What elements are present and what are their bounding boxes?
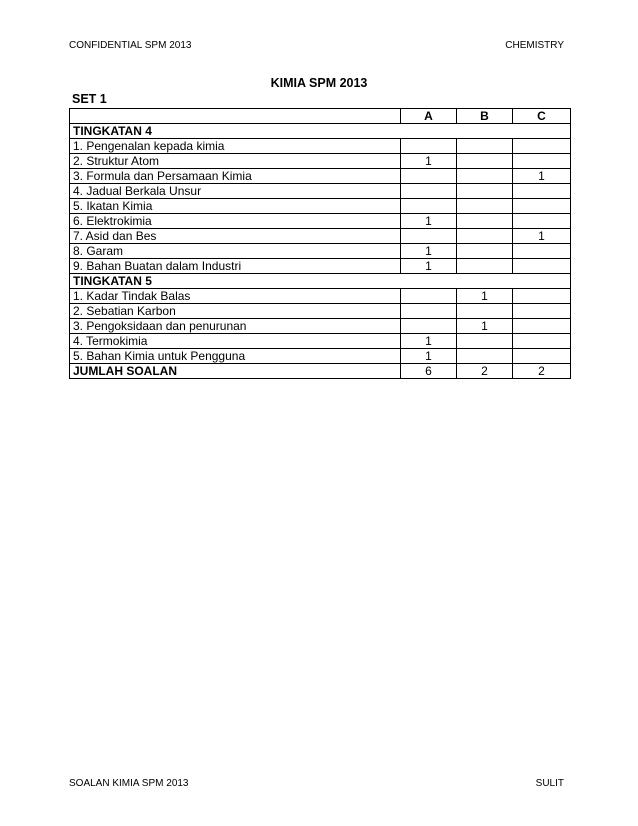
section-row-tingkatan-4 (70, 124, 571, 139)
total-cell-b: 2 (457, 364, 513, 379)
count-cell-b (457, 259, 513, 274)
section-row-tingkatan-5 (70, 274, 571, 289)
table-row (70, 319, 571, 334)
count-cell-c (513, 214, 571, 229)
table-row (70, 304, 571, 319)
section-title: TINGKATAN 5 (70, 274, 571, 289)
set-label: SET 1 (72, 92, 107, 106)
count-cell-b (457, 244, 513, 259)
count-cell-c (513, 304, 571, 319)
topic-cell: 5. Bahan Kimia untuk Pengguna (70, 349, 401, 364)
count-cell-b (457, 154, 513, 169)
topic-distribution-table (69, 108, 571, 379)
count-cell-c: 1 (513, 169, 571, 184)
footer-paper-label: SOALAN KIMIA SPM 2013 (69, 778, 189, 789)
count-cell-a (401, 199, 457, 214)
count-cell-c (513, 349, 571, 364)
count-cell-c (513, 139, 571, 154)
table-row (70, 169, 571, 184)
count-cell-a: 1 (401, 334, 457, 349)
topic-cell: 2. Struktur Atom (70, 154, 401, 169)
count-cell-a (401, 229, 457, 244)
count-cell-a: 1 (401, 214, 457, 229)
count-cell-b: 1 (457, 289, 513, 304)
table-row (70, 214, 571, 229)
count-cell-b: 1 (457, 319, 513, 334)
table-row (70, 139, 571, 154)
header-subject-label: CHEMISTRY (505, 40, 564, 51)
count-cell-b (457, 139, 513, 154)
count-cell-b (457, 304, 513, 319)
count-cell-a (401, 139, 457, 154)
column-header-c: C (513, 109, 571, 124)
count-cell-c (513, 199, 571, 214)
total-label: JUMLAH SOALAN (70, 364, 401, 379)
table-row (70, 184, 571, 199)
topic-cell: 1. Kadar Tindak Balas (70, 289, 401, 304)
topic-cell: 4. Termokimia (70, 334, 401, 349)
table-header-row (70, 109, 571, 124)
total-cell-c: 2 (513, 364, 571, 379)
table-row (70, 349, 571, 364)
count-cell-b (457, 169, 513, 184)
table-row (70, 154, 571, 169)
topic-cell: 8. Garam (70, 244, 401, 259)
count-cell-b (457, 334, 513, 349)
topic-cell: 3. Formula dan Persamaan Kimia (70, 169, 401, 184)
count-cell-b (457, 214, 513, 229)
count-cell-a: 1 (401, 349, 457, 364)
total-row (70, 364, 571, 379)
count-cell-a (401, 184, 457, 199)
table-row (70, 199, 571, 214)
count-cell-a (401, 169, 457, 184)
topic-cell: 4. Jadual Berkala Unsur (70, 184, 401, 199)
count-cell-c (513, 244, 571, 259)
section-title: TINGKATAN 4 (70, 124, 571, 139)
topic-cell: 6. Elektrokimia (70, 214, 401, 229)
table-row (70, 244, 571, 259)
document-title: KIMIA SPM 2013 (270, 76, 368, 90)
column-header-a: A (401, 109, 457, 124)
column-header-b: B (457, 109, 513, 124)
topic-cell: 7. Asid dan Bes (70, 229, 401, 244)
count-cell-a (401, 319, 457, 334)
count-cell-c (513, 319, 571, 334)
count-cell-a: 1 (401, 259, 457, 274)
count-cell-c (513, 154, 571, 169)
topic-cell: 1. Pengenalan kepada kimia (70, 139, 401, 154)
count-cell-c: 1 (513, 229, 571, 244)
count-cell-b (457, 229, 513, 244)
table-row (70, 334, 571, 349)
count-cell-c (513, 184, 571, 199)
count-cell-a (401, 289, 457, 304)
count-cell-c (513, 334, 571, 349)
total-cell-a: 6 (401, 364, 457, 379)
count-cell-c (513, 289, 571, 304)
header-cell-topic (70, 109, 401, 124)
count-cell-b (457, 199, 513, 214)
topic-cell: 3. Pengoksidaan dan penurunan (70, 319, 401, 334)
count-cell-a: 1 (401, 244, 457, 259)
footer-classification-label: SULIT (535, 778, 564, 789)
count-cell-a: 1 (401, 154, 457, 169)
table-row (70, 229, 571, 244)
count-cell-b (457, 349, 513, 364)
topic-cell: 9. Bahan Buatan dalam Industri (70, 259, 401, 274)
count-cell-b (457, 184, 513, 199)
table-row (70, 289, 571, 304)
topic-cell: 2. Sebatian Karbon (70, 304, 401, 319)
count-cell-c (513, 259, 571, 274)
header-confidential-label: CONFIDENTIAL SPM 2013 (69, 40, 192, 51)
table-row (70, 259, 571, 274)
count-cell-a (401, 304, 457, 319)
topic-cell: 5. Ikatan Kimia (70, 199, 401, 214)
